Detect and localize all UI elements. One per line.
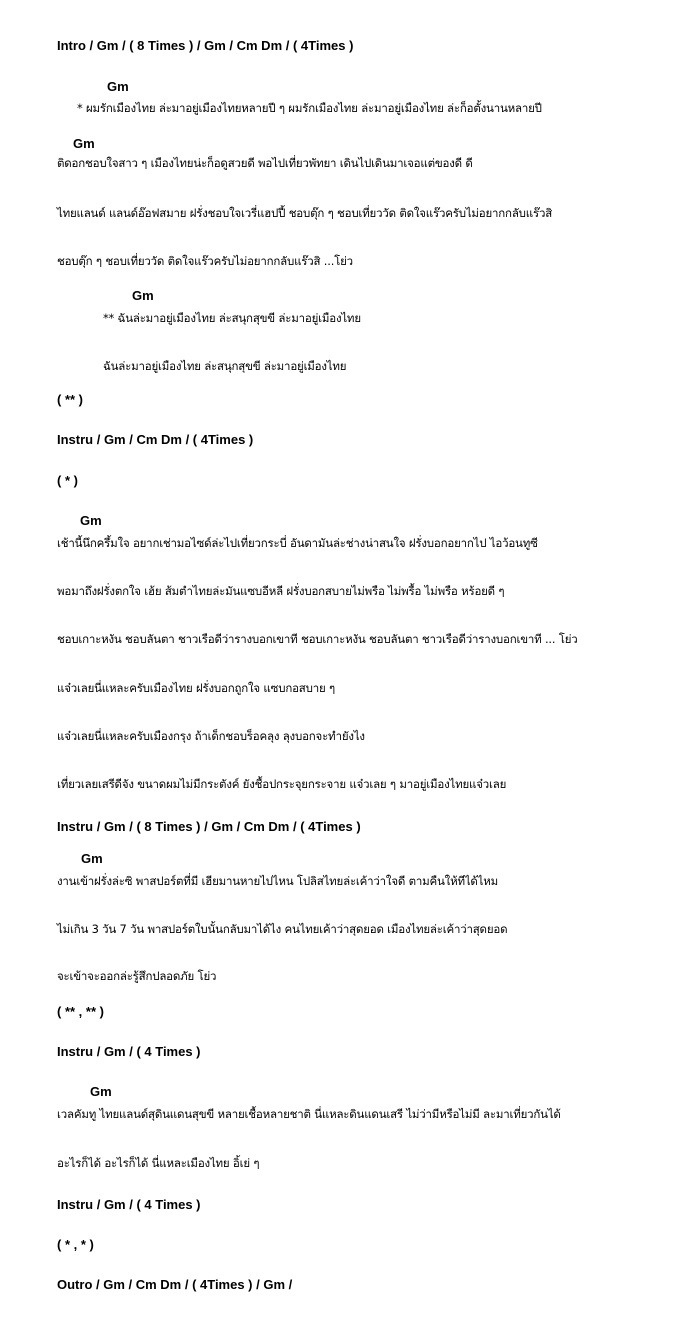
verse4-line2: อะไรก็ได้ อะไรก็ได้ นี่แหละเมืองไทย อิ้เย่ ๆ — [57, 1156, 260, 1170]
chord-label: Gm — [80, 513, 102, 528]
verse4-line1: เวลคัมทู ไทยแลนด์สุดินแดนสุขขี หลายเชื้อหลายชาติ นี่แหละดินแดนเสรี ไม่ว่ามีหรือไม่มี ละมาเที่ยวกันได้ — [57, 1107, 561, 1121]
instrumental-line: Instru / Gm / ( 4 Times ) — [57, 1197, 201, 1212]
instrumental-line: Instru / Gm / ( 8 Times ) / Gm / Cm Dm / ( 4Times ) — [57, 819, 361, 834]
chorus-line2: ฉันล่ะมาอยู่เมืองไทย ล่ะสนุกสุขขี ล่ะมาอยู่เมืองไทย — [103, 359, 347, 373]
chorus-line1: ** ฉันล่ะมาอยู่เมืองไทย ล่ะสนุกสุขขี ล่ะมาอยู่เมืองไทย — [103, 311, 361, 325]
verse1-line1: * ผมรักเมืองไทย ล่ะมาอยู่เมืองไทยหลายปี ๆ ผมรักเมืองไทย ล่ะมาอยู่เมืองไทย ล่ะก็อตั้งนานหลายปี — [77, 101, 542, 115]
verse3-line2: ไม่เกิน 3 วัน 7 วัน พาสปอร์ตใบนั้นกลับมาได้ไง คนไทยเค้าว่าสุดยอด เมืองไทยล่ะเค้าว่าสุดยอด — [57, 922, 508, 936]
verse3-line1: งานเข้าฝรั่งล่ะซิ พาสปอร์ตที่มี เฮียมานหายไปไหน โปลิสไทยล่ะเค้าว่าใจดี ตามคืนให้ทีได้ไหม — [57, 874, 499, 888]
chord-label: Gm — [107, 79, 129, 94]
repeat-marker: ( ** ) — [57, 392, 83, 407]
verse2-line6: เที่ยวเลยเสรีดีจัง ขนาดผมไม่มีกระตังค์ ยังชื้อปกระจุยกระจาย แจ๋วเลย ๆ มาอยู่เมืองไทยแจ๋วเลย — [57, 777, 507, 791]
verse2-line4: แจ๋วเลยนี่แหละครับเมืองไทย ฝรั่งบอกถูกใจ แซบกอสบาย ๆ — [57, 681, 335, 695]
verse1-line3: ไทยแลนด์ แลนด์อ๊อฟสมาย ฝรั่งชอบใจเวรี่แฮปปี้ ชอบตุ๊ก ๆ ชอบเที่ยววัด ติดใจแร๊วครับไม่อยากกลับแร๊วสิ — [57, 206, 553, 220]
chord-label: Gm — [90, 1084, 112, 1099]
instrumental-line: Instru / Gm / Cm Dm / ( 4Times ) — [57, 432, 254, 447]
chord-label: Gm — [81, 851, 103, 866]
verse3-line3: จะเข้าจะออกล่ะรู้สึกปลอดภัย โย่ว — [57, 969, 217, 983]
repeat-marker: ( ** , ** ) — [57, 1004, 104, 1019]
chord-label: Gm — [73, 136, 95, 151]
intro-line: Intro / Gm / ( 8 Times ) / Gm / Cm Dm / ( 4Times ) — [57, 38, 354, 53]
repeat-marker: ( * ) — [57, 473, 78, 488]
outro-line: Outro / Gm / Cm Dm / ( 4Times ) / Gm / — [57, 1277, 293, 1292]
verse2-line1: เช้านี้นึกครึ้มใจ อยากเช่ามอไซด์ล่ะไปเที่ยวกระบี่ อันดามันล่ะช่างน่าสนใจ ฝรั่งบอกอยากไป ไอว้อนทูซี — [57, 536, 538, 550]
repeat-marker: ( * , * ) — [57, 1237, 94, 1252]
verse2-line3: ชอบเกาะหงัน ชอบลันตา ชาวเรือดีว่ารางบอกเขาที ชอบเกาะหงัน ชอบลันตา ชาวเรือดีว่ารางบอกเขาที ... โย่ว — [57, 632, 578, 646]
verse1-line4: ชอบตุ๊ก ๆ ชอบเที่ยววัด ติดใจแร๊วครับไม่อยากกลับแร๊วสิ ...โย่ว — [57, 254, 353, 268]
verse2-line5: แจ๋วเลยนี่แหละครับเมืองกรุง ถ้าเด็กชอบร็อคลุง ลุงบอกจะทำยังไง — [57, 729, 365, 743]
verse1-line2: ติดอกชอบใจสาว ๆ เมืองไทยน่ะก็อดูสวยดี พอไปเที่ยวพัทยา เดินไปเดินมาเจอแต่ของดี ดี — [57, 156, 473, 170]
chord-label: Gm — [132, 288, 154, 303]
verse2-line2: พอมาถึงฝรั่งตกใจ เฮ้ย ส้มตำไทยล่ะมันแซบอีหลี ฝรั่งบอกสบายไม่พรือ ไม่พรื้อ ไม่พรือ หร้อยดี ๆ — [57, 584, 505, 598]
instrumental-line: Instru / Gm / ( 4 Times ) — [57, 1044, 201, 1059]
